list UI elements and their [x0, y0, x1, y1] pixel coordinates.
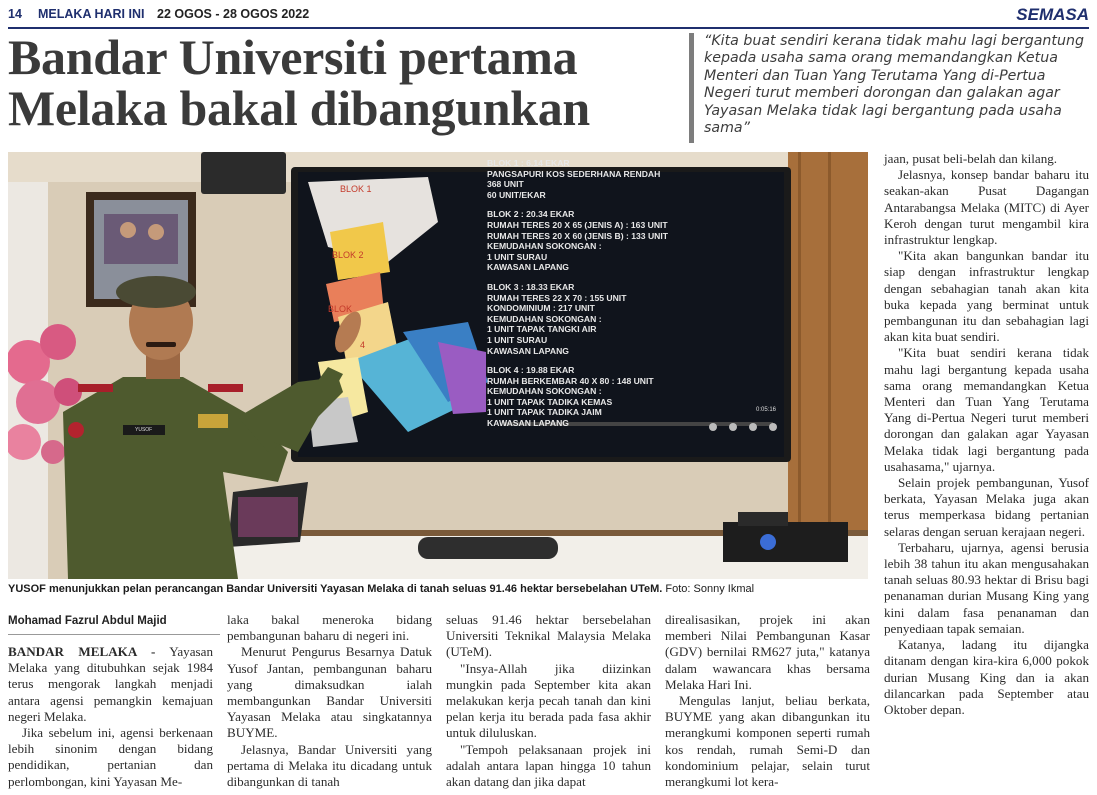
article-photo	[8, 152, 868, 579]
article-column-2	[227, 612, 432, 790]
headline-line-1: Bandar Universiti pertama	[8, 29, 578, 85]
map-label-blok3: BLOK	[328, 304, 353, 314]
paragraph: "Kita akan bangunkan bandar itu siap dengan infrastruktur lengkap dengan sebahagian tanah akan kita buka kepada yang berminat untuk pembangunan itu dan sebahagian lagi akan kita buat sendiri.	[884, 248, 1089, 345]
paragraph: jaan, pusat beli-belah dan kilang.	[884, 151, 1058, 166]
blok4-details: BLOK 4 : 19.88 EKAR RUMAH BERKEMBAR 40 X 80 : 148 UNIT KEMUDAHAN SOKONGAN : 1 UNIT TAPAK TADIKA KEMAS 1 UNIT TAPAK TADIKA JAIM KAWASAN LAPANG	[487, 365, 654, 429]
map-label-blok2: BLOK 2	[332, 250, 364, 260]
name-tag: YUSOF	[135, 427, 153, 433]
screen-plan-text	[487, 158, 677, 438]
paragraph: Mengulas lanjut, beliau berkata, BUYME yang akan dibangunkan itu merangkumi komponen seperti rumah kos rendah, rumah Semi-D dan kondominium pelajar, selain turut merangkumi lot kera-	[665, 693, 870, 790]
paragraph: Katanya, ladang itu dijangka ditanam dengan kira-kira 6,000 pokok durian Musang King dan ia akan dilancarkan pada September atau Oktober depan.	[884, 637, 1089, 717]
headline	[8, 29, 678, 136]
paragraph: seluas 91.46 hektar bersebelahan Universiti Teknikal Malaysia Melaka (UTeM).	[446, 612, 651, 660]
publication-name: MELAKA HARI INI	[38, 7, 145, 21]
article-column-4	[665, 612, 870, 790]
article-column-3	[446, 612, 651, 790]
blok1-details: BLOK 1 : 6.14 EKAR PANGSAPURI KOS SEDERHANA RENDAH 368 UNIT 60 UNIT/EKAR	[487, 158, 661, 200]
article-column-5	[884, 151, 1089, 718]
page-number: 14	[8, 7, 22, 21]
issue-dates: 22 OGOS - 28 OGOS 2022	[157, 7, 310, 21]
paragraph: "Insya-Allah jika diizinkan mungkin pada September kita akan melakukan kerja pecah tanah dan kini pelan kerja itu berada pada fasa akhir untuk diluluskan.	[446, 660, 651, 741]
map-label-blok4: 4	[360, 340, 366, 350]
page-header	[0, 0, 1097, 30]
section-label: SEMASA	[1016, 5, 1089, 24]
map-label-blok1: BLOK 1	[340, 184, 372, 194]
byline-rule	[8, 634, 220, 635]
article-column-1	[8, 644, 213, 790]
paragraph: Menurut Pengurus Besarnya Datuk Yusof Jantan, pembangunan baharu yang dimaksudkan ialah membangunkan Bandar Universiti Yayasan Melaka atau singkatannya BUYME.	[227, 644, 432, 741]
byline: Mohamad Fazrul Abdul Majid	[8, 615, 167, 627]
paragraph: Jelasnya, konsep bandar baharu itu seakan-akan Pusat Dagangan Antarabangsa Melaka (MITC) di Ayer Keroh dengan turut mengambil kira infrastruktur lengkap.	[884, 167, 1089, 248]
photo-caption	[8, 583, 868, 595]
paragraph: laka bakal meneroka bidang pembangunan baharu di negeri ini.	[227, 612, 432, 644]
paragraph: Jika sebelum ini, agensi berkenaan lebih sinonim dengan bidang pendidikan, pertanian dan perlombongan, kini Yayasan Me-	[8, 725, 213, 789]
headline-line-2: Melaka bakal dibangunkan	[8, 80, 590, 136]
paragraph: Jelasnya, Bandar Universiti yang pertama di Melaka itu dicadang untuk dibangunkan di tanah	[227, 741, 432, 790]
player-time: 0:05:16	[756, 407, 777, 413]
blok2-details: BLOK 2 : 20.34 EKAR RUMAH TERES 20 X 65 (JENIS A) : 163 UNIT RUMAH TERES 20 X 60 (JENIS B) : 133 UNIT KEMUDAHAN SOKONGAN : 1 UNIT SURAU KAWASAN LAPANG	[487, 209, 668, 273]
pull-quote: “Kita buat sendiri kerana tidak mahu lagi bergantung kepada usaha sama orang memandangkan Ketua Menteri dan Tuan Yang Terutama Yang di-Pertua Negeri turut memberi dorongan dan galakan agar Yayasan Melaka tidak lagi bergantung pada usaha sama”	[689, 33, 1089, 143]
paragraph: BANDAR MELAKA - Yayasan Melaka yang ditubuhkan sejak 1984 terus mengorak langkah menjadi antara agensi pemangkin kemajuan negeri Melaka.	[8, 644, 213, 724]
paragraph: direalisasikan, projek ini akan memberi Nilai Pembangunan Kasar (GDV) bernilai RM627 juta," katanya dalam wawancara khas bersama Melaka Hari Ini.	[665, 612, 870, 692]
paragraph: Terbaharu, ujarnya, agensi berusia lebih 38 tahun itu akan mengusahakan tanah seluas 80.93 hektar di Brisu bagi penanaman durian Musang King yang kini dalam fasa penanaman dan penyediaan tapak semaian.	[884, 539, 1089, 636]
paragraph: "Kita buat sendiri kerana tidak mahu lagi bergantung kepada usaha sama orang memandangkan Ketua Menteri dan Tuan Yang Terutama Yang di-Pertua Negeri turut memberi dorongan dan galakan agar Yayasan Melaka tidak lagi bergantung pada usahasama," ujarnya.	[884, 345, 1089, 474]
photo-credit: Foto: Sonny Ikmal	[665, 583, 755, 595]
photo-illustration	[8, 152, 868, 579]
paragraph: "Tempoh pelaksanaan projek ini adalah antara lapan hingga 10 tahun akan datang dan jika dapat	[446, 741, 651, 790]
blok3-details: BLOK 3 : 18.33 EKAR RUMAH TERES 22 X 70 : 155 UNIT KONDOMINIUM : 217 UNIT KEMUDAHAN SOKONGAN : 1 UNIT TAPAK TANGKI AIR 1 UNIT SURAU KAWASAN LAPANG	[487, 281, 627, 356]
caption-text: YUSOF menunjukkan pelan perancangan Bandar Universiti Yayasan Melaka di tanah seluas 91.46 hektar bersebelahan UTeM.	[8, 583, 663, 595]
paragraph: Selain projek pembangunan, Yusof berkata, Yayasan Melaka juga akan terus memperkasa bidang pertanian selaras dengan seruan kerajaan negeri.	[884, 475, 1089, 539]
dateline: BANDAR MELAKA -	[8, 644, 156, 659]
